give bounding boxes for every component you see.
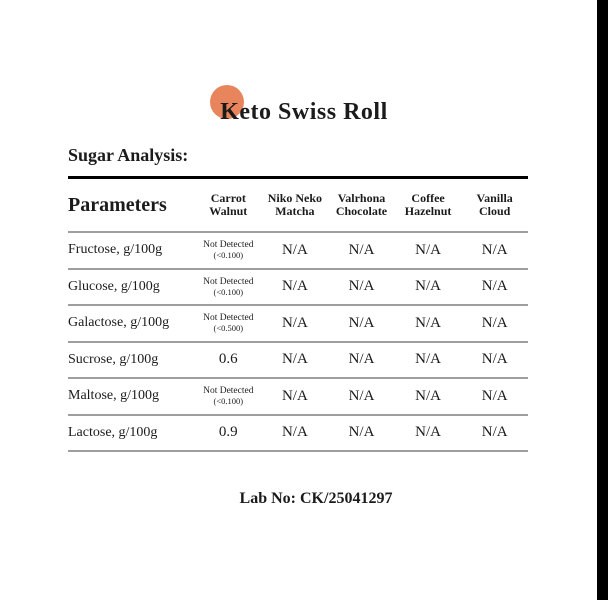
- table-row-maltose: [68, 379, 528, 416]
- value-cell: [461, 279, 528, 294]
- column-header-niko-neko-matcha: [262, 192, 329, 219]
- value-cell: [262, 425, 329, 440]
- parameters-header: Parameters: [68, 193, 167, 216]
- value-cell: [262, 243, 329, 258]
- value-cell: [461, 389, 528, 404]
- value-text: N/A: [281, 314, 308, 331]
- column-header-line: Cloud: [478, 204, 511, 218]
- value-text: Not Detected: [203, 276, 254, 287]
- value-cell: [195, 240, 262, 260]
- value-cell: [262, 279, 329, 294]
- value-cell: [461, 243, 528, 258]
- value-cell: [461, 352, 528, 367]
- column-header-line: Vanilla: [476, 190, 513, 205]
- column-header-line: Matcha: [275, 204, 315, 218]
- value-text: N/A: [415, 241, 441, 258]
- section-heading: Sugar Analysis:: [68, 145, 189, 165]
- value-text: N/A: [415, 387, 441, 404]
- value-cell: [262, 389, 329, 404]
- value-text: N/A: [481, 351, 508, 368]
- value-text: N/A: [281, 278, 308, 295]
- value-text: N/A: [415, 278, 441, 295]
- column-header-coffee-hazelnut: [395, 192, 462, 219]
- column-header-carrot-walnut: [195, 192, 262, 219]
- value-cell: [195, 425, 262, 440]
- value-text: N/A: [281, 241, 308, 258]
- row-label: Sucrose, g/100g: [68, 351, 159, 367]
- column-header-line: Coffee: [411, 190, 445, 205]
- column-header-line: Carrot: [210, 190, 246, 205]
- value-cell: [262, 316, 329, 331]
- value-text: N/A: [348, 278, 375, 295]
- value-cell: [395, 243, 462, 258]
- table-row-fructose: [68, 233, 528, 270]
- value-text: N/A: [281, 424, 308, 441]
- row-label: Galactose, g/100g: [68, 315, 170, 331]
- value-cell: [328, 243, 395, 258]
- value-cell: [195, 313, 262, 333]
- value-text: N/A: [481, 278, 508, 295]
- row-label: Maltose, g/100g: [68, 388, 159, 404]
- value-cell: [262, 352, 329, 367]
- value-cell: [395, 425, 462, 440]
- value-cell: [195, 277, 262, 297]
- table-row-sucrose: [68, 343, 528, 380]
- column-header-valrhona-chocolate: [328, 192, 395, 219]
- value-text: N/A: [348, 424, 375, 441]
- value-cell: [195, 352, 262, 367]
- table-row-lactose: [68, 416, 528, 453]
- value-text: N/A: [281, 387, 308, 404]
- value-cell: [328, 316, 395, 331]
- value-cell: [328, 352, 395, 367]
- page-title: Keto Swiss Roll: [220, 99, 388, 125]
- table-row-galactose: [68, 306, 528, 343]
- page-edge-bar: [597, 0, 608, 600]
- value-text: N/A: [281, 351, 308, 368]
- value-cell: [395, 279, 462, 294]
- column-header-line: Hazelnut: [404, 204, 452, 218]
- row-label: Glucose, g/100g: [68, 278, 160, 294]
- value-text: N/A: [348, 387, 375, 404]
- value-cell: [328, 389, 395, 404]
- table-header-row: [68, 179, 528, 233]
- value-cell: [328, 279, 395, 294]
- row-label: Fructose, g/100g: [68, 242, 163, 258]
- column-header-line: Walnut: [209, 204, 248, 218]
- value-text: N/A: [415, 424, 441, 441]
- column-header-line: Niko Neko: [267, 190, 323, 205]
- value-text: N/A: [348, 351, 375, 368]
- value-text: N/A: [481, 387, 508, 404]
- value-cell: [395, 316, 462, 331]
- value-text: N/A: [415, 351, 441, 368]
- value-cell: [395, 389, 462, 404]
- value-detail: (<0.500): [213, 323, 244, 334]
- value-text: 0.6: [218, 351, 238, 368]
- column-header-line: Chocolate: [335, 204, 388, 218]
- value-text: Not Detected: [203, 240, 254, 251]
- value-text: N/A: [481, 241, 508, 258]
- value-text: N/A: [348, 314, 375, 331]
- value-detail: (<0.100): [213, 286, 244, 297]
- value-cell: [195, 386, 262, 406]
- lab-number: Lab No: CK/25041297: [239, 490, 393, 507]
- value-text: N/A: [481, 424, 508, 441]
- value-text: Not Detected: [203, 386, 254, 397]
- column-header-line: Valrhona: [337, 190, 386, 205]
- value-detail: (<0.100): [213, 250, 244, 261]
- value-cell: [328, 425, 395, 440]
- value-detail: (<0.100): [213, 396, 244, 407]
- value-text: 0.9: [218, 424, 238, 441]
- value-cell: [461, 425, 528, 440]
- column-header-vanilla-cloud: [461, 192, 528, 219]
- value-text: Not Detected: [203, 313, 254, 324]
- analysis-table: [68, 176, 528, 452]
- value-text: N/A: [348, 241, 375, 258]
- value-cell: [395, 352, 462, 367]
- value-text: N/A: [481, 314, 508, 331]
- row-label: Lactose, g/100g: [68, 424, 158, 440]
- value-text: N/A: [415, 314, 441, 331]
- table-row-glucose: [68, 270, 528, 307]
- value-cell: [461, 316, 528, 331]
